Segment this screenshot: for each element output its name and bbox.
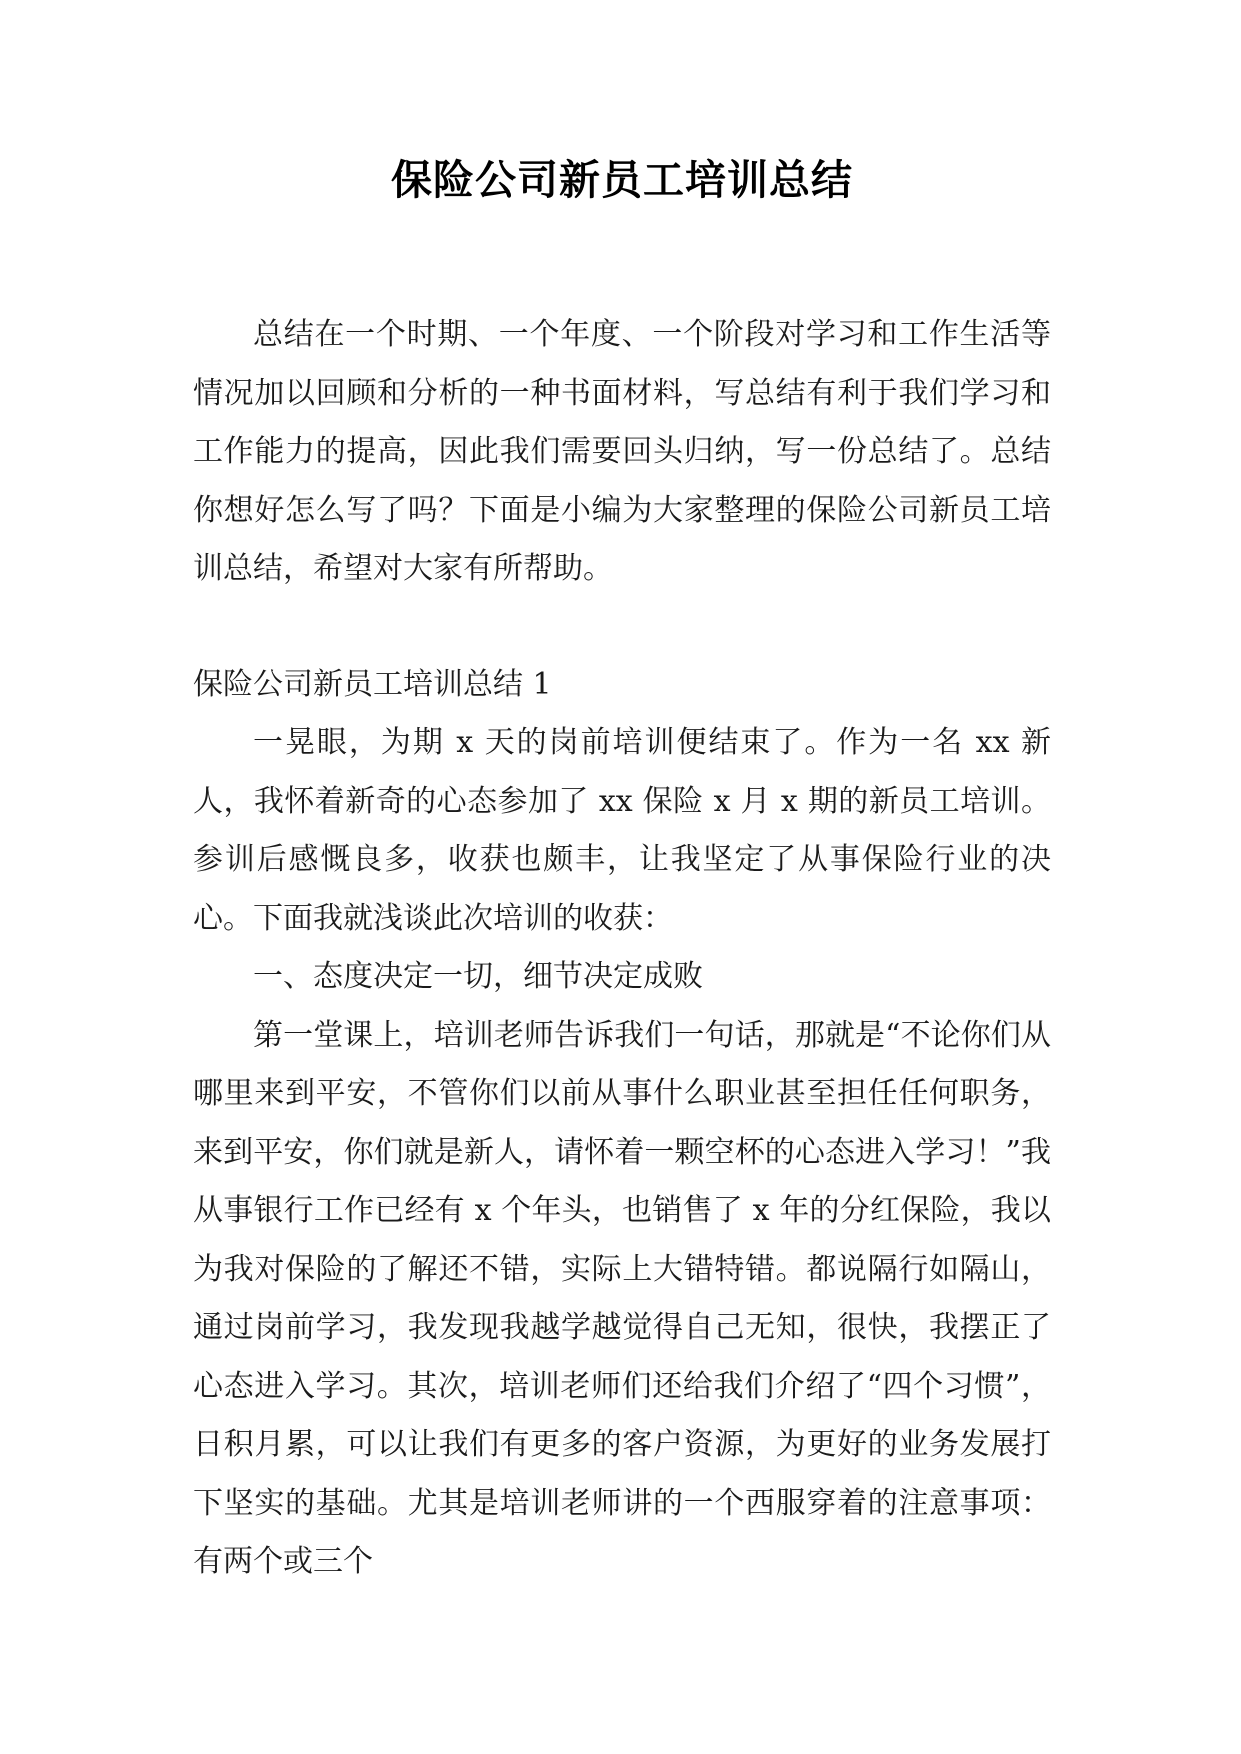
document-title: 保险公司新员工培训总结 [391, 156, 853, 204]
body-paragraph: 一晃眼，为期 x 天的岗前培训便结束了。作为一名 xx 新人，我怀着新奇的心态参加了 xx 保险 x 月 x 期的新员工培训。参训后感慨良多，收获也颇丰，让我坚定了从事保险行业的决心。下面我就浅谈此次培训的收获： [193, 725, 1051, 936]
subsection-heading: 一、态度决定一切，细节决定成败 [253, 959, 703, 994]
body-paragraph: 第一堂课上，培训老师告诉我们一句话，那就是“不论你们从哪里来到平安，不管你们以前从事什么职业甚至担任任何职务，来到平安，你们就是新人，请怀着一颗空杯的心态进入学习！”我从事银行工作已经有 x 个年头，也销售了 x 年的分红保险，我以为我对保险的了解还不错，实际上大错特错。都说隔行如隔山，通过岗前学习，我发现我越学越觉得自己无知，很快，我摆正了心态进入学习。其次，培训老师们还给我们介绍了“四个习惯”，日积月累，可以让我们有更多的客户资源，为更好的业务发展打下坚实的基础。尤其是培训老师讲的一个西服穿着的注意事项：有两个或三个 [193, 1017, 1051, 1579]
section-heading: 保险公司新员工培训总结 1 [193, 666, 552, 702]
intro-paragraph: 总结在一个时期、一个年度、一个阶段对学习和工作生活等情况加以回顾和分析的一种书面材料，写总结有利于我们学习和工作能力的提高，因此我们需要回头归纳，写一份总结了。总结你想好怎么写了吗？下面是小编为大家整理的保险公司新员工培训总结，希望对大家有所帮助。 [193, 317, 1051, 586]
